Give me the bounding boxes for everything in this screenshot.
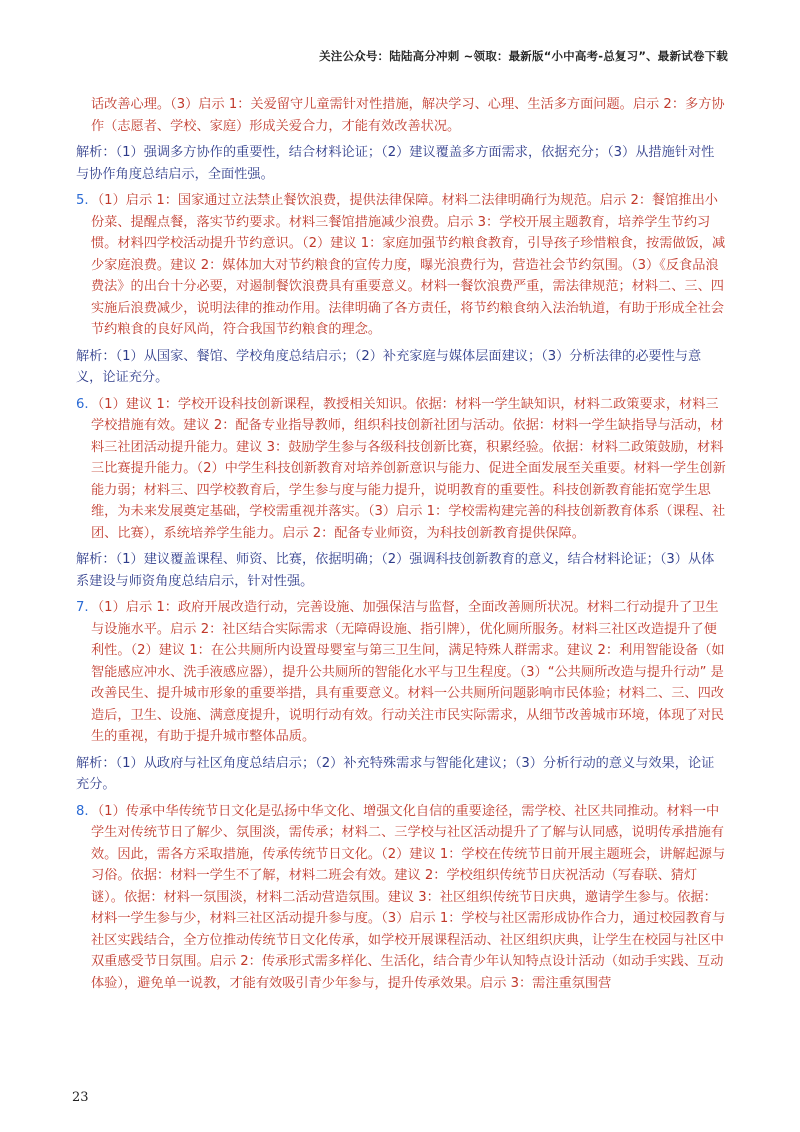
answer-text: （1）启示 1：国家通过立法禁止餐饮浪费，提供法律保障。材料二法律明确行为规范。启示 2：餐馆推出小份菜、提醒点餐，落实节约要求。材料三餐馆措施减少浪费。启示 3：学校开展主题教育，培养学生节约习惯。材料四学校活动提升节约意识。（2）建议 1：家庭加强节约粮食教育，引导孩子珍惜粮食，按需做饭，减少家庭浪费。建议 2：媒体加大对节约粮食的宣传力度，曝光浪费行为，营造社会节约氛围。（3）《反食品浪费法》的出台十分必要，对遏制餐饮浪费具有重要意义。材料一餐饮浪费严重，需法律规范；材料二、三、四实施后浪费减少，说明法律的推动作用。法律明确了各方责任，将节约粮食纳入法治轨道，有助于形成全社会节约粮食的良好风尚，符合我国节约粮食的理念。 <box>91 193 726 337</box>
analysis-text: 解析：（1）从政府与社区角度总结启示；（2）补充特殊需求与智能化建议；（3）分析行动的意义与效果，论证充分。 <box>76 755 715 792</box>
page-header: 关注公众号：陆陆高分冲刺 ~领取：最新版“小中高考-总复习”、最新试卷下载 <box>319 49 728 63</box>
question-number: 8. <box>76 803 89 819</box>
question-number: 5. <box>76 193 89 208</box>
answer-content <box>76 94 726 994</box>
answer-text: （1）启示 1：政府开展改造行动，完善设施、加强保洁与监督，全面改善厕所状况。材料二行动提升了卫生与设施水平。启示 2：社区结合实际需求（无障碍设施、指引牌），优化厕所服务。材料三社区改造提升了便利性。（2）建议 1：在公共厕所内设置母婴室与第三卫生间，满足特殊人群需求。建议 2：利用智能设备（如智能感应冲水、洗手液感应器），提升公共厕所的智能化水平与卫生程度。（3）“公共厕所改造与提升行动” 是改善民生、提升城市形象的重要举措，具有重要意义。材料一公共厕所问题影响市民体验；材料二、三、四改造后，卫生、设施、满意度提升，说明行动有效。行动关注市民实际需求，从细节改善城市环境，体现了对民生的重视，有助于提升城市整体品质。 <box>91 600 725 744</box>
answer-text: （1）建议 1：学校开设科技创新课程，教授相关知识。依据：材料一学生缺知识，材料二政策要求，材料三学校措施有效。建议 2：配备专业指导教师，组织科技创新社团与活动。依据：材料一学生缺指导与活动，材料三社团活动提升能力。建议 3：鼓励学生参与各级科技创新比赛，积累经验。依据：材料二政策鼓励，材料三比赛提升能力。（2）中学生科技创新教育对培养创新意识与能力、促进全面发展至关重要。材料一学生创新能力弱；材料三、四学校教育后，学生参与度与能力提升，说明教育的重要性。科技创新教育能拓宽学生思维，为未来发展奠定基础，学校需重视并落实。（3）启示 1：学校需构建完善的科技创新教育体系（课程、社团、比赛），系统培养学生能力。启示 2：配备专业师资，为科技创新教育提供保障。 <box>91 396 726 541</box>
question-number: 6. <box>76 396 89 412</box>
page-number: 23 <box>72 1090 89 1105</box>
question-number: 7. <box>76 600 89 615</box>
continuation-text: 话改善心理。（3）启示 1：关爱留守儿童需针对性措施，解决学习、心理、生活多方面问题。启示 2：多方协作（志愿者、学校、家庭）形成关爱合力，才能有效改善状况。 <box>91 97 725 134</box>
question-item <box>76 597 726 748</box>
question-item <box>76 394 726 545</box>
analysis-text: 解析：（1）强调多方协作的重要性，结合材料论证；（2）建议覆盖多方面需求，依据充分；（3）从措施针对性与协作角度总结启示，全面性强。 <box>76 145 715 182</box>
analysis-text: 解析：（1）从国家、餐馆、学校角度总结启示；（2）补充家庭与媒体层面建议；（3）分析法律的必要性与意义，论证充分。 <box>76 348 702 385</box>
analysis-text: 解析：（1）建议覆盖课程、师资、比赛，依据明确；（2）强调科技创新教育的意义，结合材料论证；（3）从体系建设与师资角度总结启示，针对性强。 <box>76 552 715 589</box>
answer-text: （1）传承中华传统节日文化是弘扬中华文化、增强文化自信的重要途径，需学校、社区共同推动。材料一中学生对传统节日了解少、氛围淡，需传承；材料二、三学校与社区活动提升了了解与认同感，说明传承措施有效。因此，需各方采取措施，传承传统节日文化。（2）建议 1：学校在传统节日前开展主题班会，讲解起源与习俗。依据：材料一学生不了解，材料二班会有效。建议 2：学校组织传统节日庆祝活动（写春联、猜灯谜）。依据：材料一氛围淡，材料二活动营造氛围。建议 3：社区组织传统节日庆典，邀请学生参与。依据：材料一学生参与少，材料三社区活动提升参与度。（3）启示 1：学校与社区需形成协作合力，通过校园教育与社区实践结合，全方位推动传统节日文化传承，如学校开展课程活动、社区组织庆典，让学生在校园与社区中双重感受节日氛围。启示 2：传承形式需多样化、生活化，结合青少年认知特点设计活动（如动手实践、互动体验），避免单一说教，才能有效吸引青少年参与，提升传承效果。启示 3：需注重氛围营 <box>91 803 726 991</box>
question-item <box>76 190 726 341</box>
question-item <box>76 801 726 995</box>
